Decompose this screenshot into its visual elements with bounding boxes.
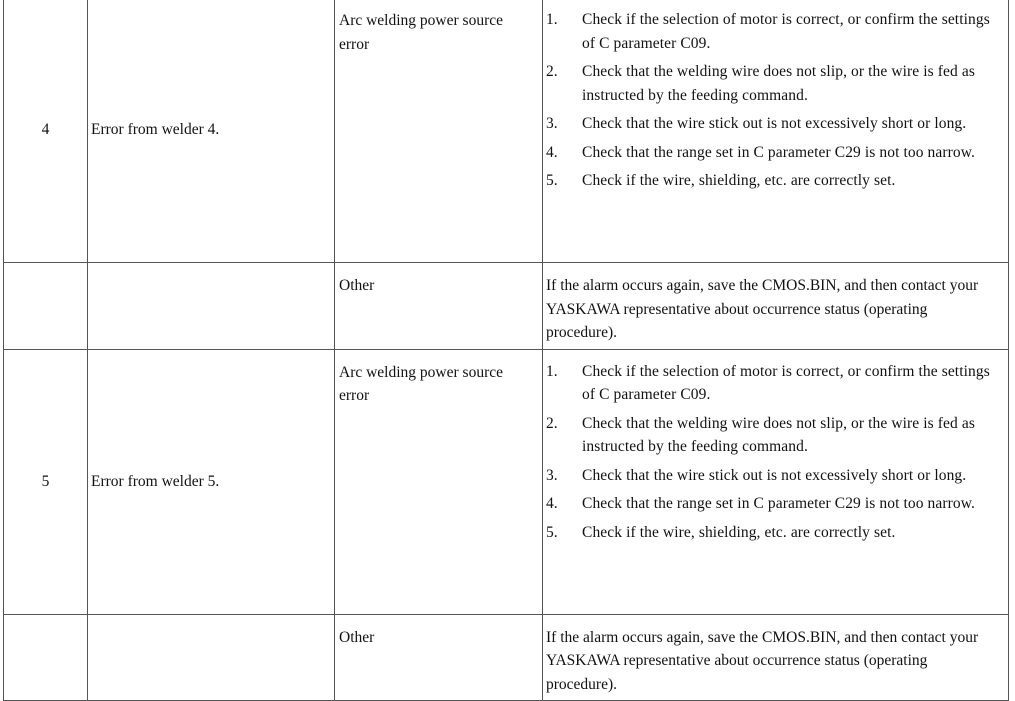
step-text: Check if the selection of motor is correct, or confirm the settings of C parameter C09. <box>582 11 990 52</box>
step-number: 2. <box>546 63 558 80</box>
remedy-step <box>546 521 1004 545</box>
empty-cell <box>4 614 88 701</box>
sub-code-cell: 5 <box>4 349 88 614</box>
remedy-step <box>546 60 1004 107</box>
remedy-steps-list <box>546 8 1004 193</box>
step-text: Check that the range set in C parameter C29 is not too narrow. <box>582 143 976 161</box>
cause-cell: Other <box>335 263 543 350</box>
sub-code-cell: 4 <box>4 0 88 263</box>
step-number: 1. <box>546 362 558 380</box>
table-row-welder-5 <box>4 349 1009 614</box>
step-text: Check if the selection of motor is correct, or confirm the settings of C parameter C09. <box>582 362 990 403</box>
remedy-step <box>546 464 1004 488</box>
step-number: 3. <box>546 115 558 132</box>
alarm-description-cell: Error from welder 5. <box>88 349 335 614</box>
step-number: 4. <box>546 143 558 161</box>
remedy-step <box>546 8 1004 55</box>
remedy-step <box>546 169 1004 193</box>
remedy-step <box>546 360 1004 407</box>
step-text: Check that the wire stick out is not excessively short or long. <box>582 115 967 132</box>
cause-cell: Other <box>335 614 543 701</box>
cause-cell: Arc welding power source error <box>335 0 543 263</box>
cause-cell: Arc welding power source error <box>335 349 543 614</box>
step-number: 3. <box>546 466 558 484</box>
alarm-remedy-table <box>3 0 1009 701</box>
empty-cell <box>88 614 335 701</box>
remedy-step <box>546 412 1004 459</box>
remedy-step <box>546 492 1004 516</box>
empty-cell <box>88 263 335 350</box>
step-text: Check that the welding wire does not slip, or the wire is fed as instructed by the feeding command. <box>582 414 975 455</box>
step-number: 1. <box>546 11 558 28</box>
table-row-welder-4 <box>4 0 1009 263</box>
step-number: 5. <box>546 523 558 541</box>
remedy-cell: If the alarm occurs again, save the CMOS.BIN, and then contact your YASKAWA representative about occurrence status (operating procedure). <box>543 263 1009 350</box>
step-text: Check if the wire, shielding, etc. are correctly set. <box>582 523 896 541</box>
step-number: 2. <box>546 414 558 432</box>
remedy-steps-list <box>546 360 1004 545</box>
remedy-step <box>546 112 1004 136</box>
remedy-cell: If the alarm occurs again, save the CMOS.BIN, and then contact your YASKAWA representative about occurrence status (operating procedure). <box>543 614 1009 701</box>
step-text: Check that the range set in C parameter C29 is not too narrow. <box>582 495 976 512</box>
remedy-step <box>546 141 1004 165</box>
step-text: Check that the welding wire does not slip, or the wire is fed as instructed by the feeding command. <box>582 63 975 104</box>
step-text: Check if the wire, shielding, etc. are correctly set. <box>582 172 896 189</box>
step-number: 5. <box>546 172 558 189</box>
empty-cell <box>4 263 88 350</box>
table-row-welder-5-other <box>4 614 1009 701</box>
table-row-welder-4-other <box>4 263 1009 350</box>
step-text: Check that the wire stick out is not excessively short or long. <box>582 466 967 484</box>
remedy-cell <box>543 0 1009 263</box>
alarm-description-cell: Error from welder 4. <box>88 0 335 263</box>
step-number: 4. <box>546 495 558 512</box>
remedy-cell <box>543 349 1009 614</box>
